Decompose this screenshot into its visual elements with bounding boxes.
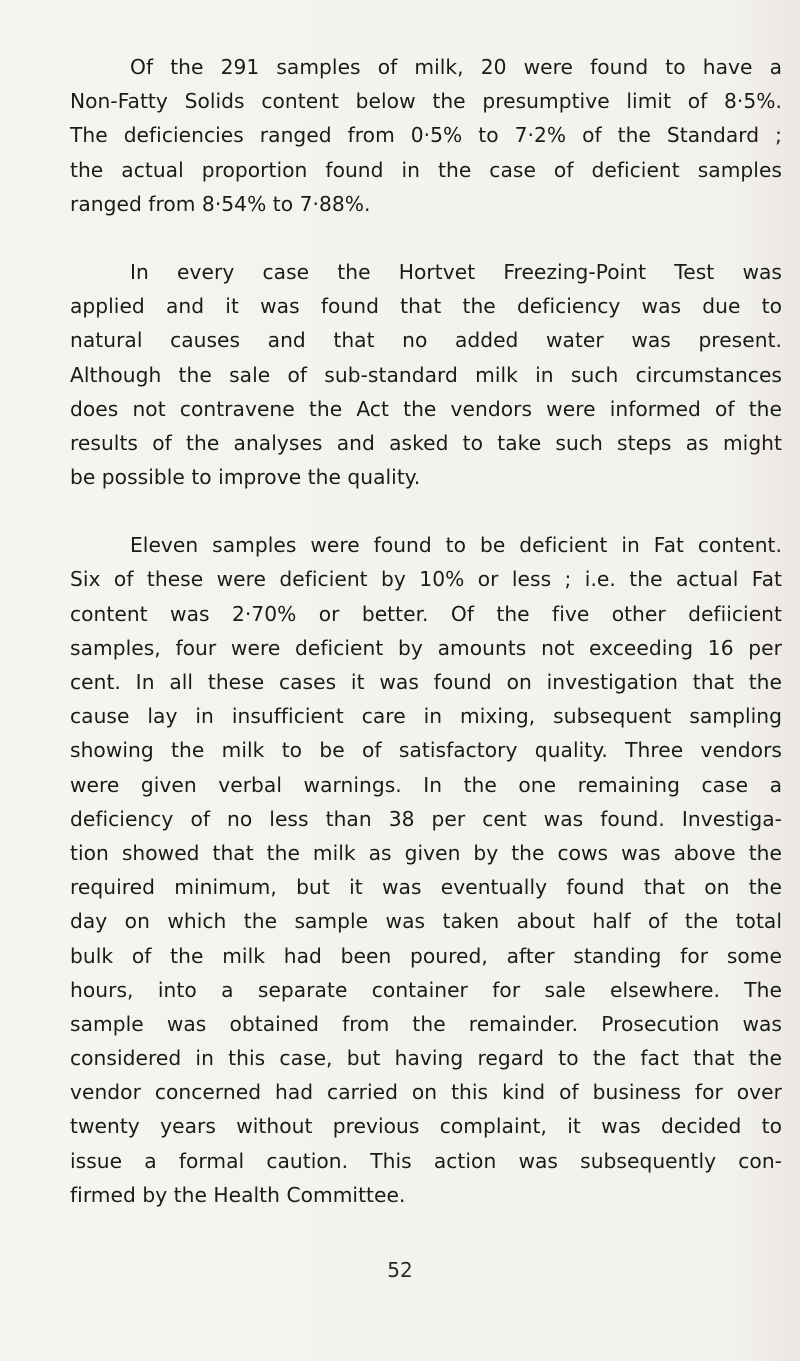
body-text bbox=[70, 50, 782, 1246]
text-line: showing the milk to be of satisfactory quality. Three vendors bbox=[70, 738, 782, 763]
text-line: Six of these were deficient by 10% or less ; i.e. the actual Fat bbox=[70, 567, 782, 592]
text-line: bulk of the milk had been poured, after standing for some bbox=[70, 943, 782, 968]
text-line: twenty years without previous complaint, it was decided to bbox=[70, 1114, 782, 1139]
text-line: day on which the sample was taken about half of the total bbox=[70, 909, 782, 934]
text-line: issue a formal caution. This action was subsequently con- bbox=[70, 1148, 782, 1173]
paragraph-freezing-point-test bbox=[70, 255, 782, 494]
text-line: Although the sale of sub-standard milk in such circumstances bbox=[70, 362, 782, 387]
text-line: Non-Fatty Solids content below the presumptive limit of 8·5%. bbox=[70, 89, 782, 114]
text-line: sample was obtained from the remainder. Prosecution was bbox=[70, 1011, 782, 1036]
text-line: cause lay in insufficient care in mixing, subsequent sampling bbox=[70, 704, 782, 729]
text-line: does not contravene the Act the vendors were informed of the bbox=[70, 396, 782, 421]
text-line: tion showed that the milk as given by the cows was above the bbox=[70, 840, 782, 865]
text-line: be possible to improve the quality. bbox=[70, 465, 421, 490]
text-line: Eleven samples were found to be deficient in Fat content. bbox=[130, 533, 782, 558]
text-line: ranged from 8·54% to 7·88%. bbox=[70, 191, 371, 216]
text-line: content was 2·70% or better. Of the five other defiicient bbox=[70, 601, 782, 626]
text-line: the actual proportion found in the case of deficient samples bbox=[70, 157, 782, 182]
text-line: results of the analyses and asked to take such steps as might bbox=[70, 430, 782, 455]
text-line: applied and it was found that the deficiency was due to bbox=[70, 294, 782, 319]
text-line: samples, four were deficient by amounts not exceeding 16 per bbox=[70, 635, 782, 660]
text-line: were given verbal warnings. In the one remaining case a bbox=[70, 772, 782, 797]
text-line: vendor concerned had carried on this kind of business for over bbox=[70, 1080, 782, 1105]
paragraph-fat-content bbox=[70, 528, 782, 1212]
text-line: firmed by the Health Committee. bbox=[70, 1182, 406, 1207]
text-line: hours, into a separate container for sale elsewhere. The bbox=[70, 977, 782, 1002]
page-number: 52 bbox=[387, 1258, 413, 1282]
text-line: In every case the Hortvet Freezing-Point Test was bbox=[130, 259, 782, 284]
paragraph-non-fatty-solids bbox=[70, 50, 782, 221]
text-line: The deficiencies ranged from 0·5% to 7·2% of the Standard ; bbox=[70, 123, 782, 148]
text-line: Of the 291 samples of milk, 20 were found to have a bbox=[130, 55, 782, 79]
text-line: deficiency of no less than 38 per cent was found. Investiga- bbox=[70, 806, 782, 831]
text-line: required minimum, but it was eventually found that on the bbox=[70, 875, 782, 900]
text-line: considered in this case, but having regard to the fact that the bbox=[70, 1046, 782, 1071]
text-line: cent. In all these cases it was found on investigation that the bbox=[70, 670, 782, 694]
text-line: natural causes and that no added water was present. bbox=[70, 328, 782, 353]
